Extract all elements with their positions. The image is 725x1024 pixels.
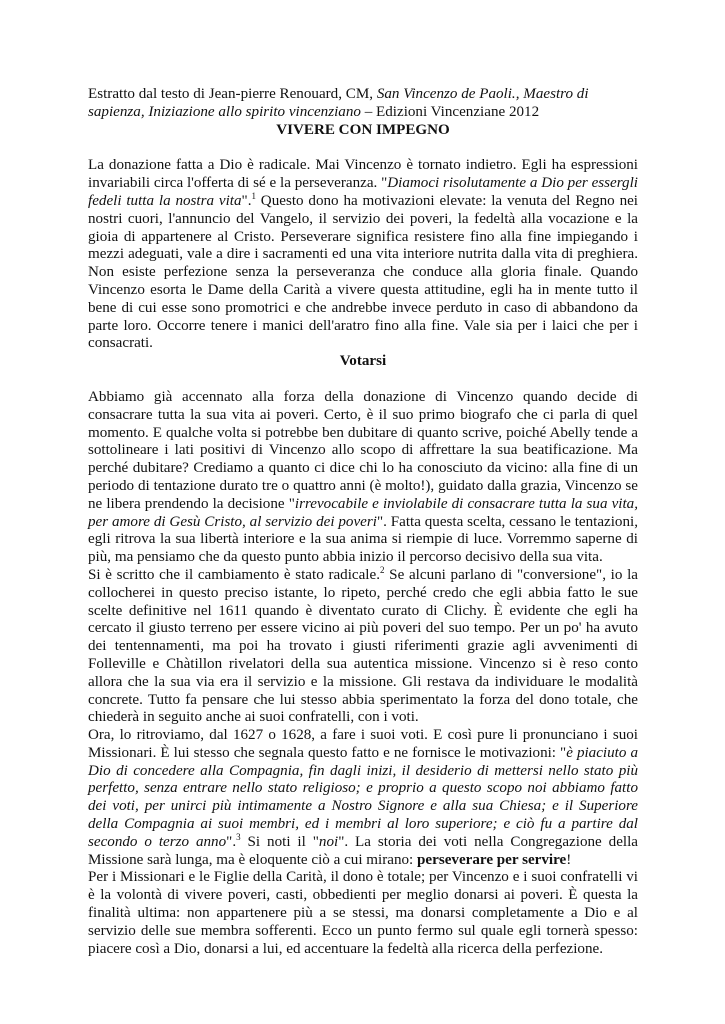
quote-diamoci: Diamoci risolutamente a Dio per essergli fedeli tutta la nostra vita — [88, 175, 638, 209]
footnote-ref-2: 2 — [379, 564, 385, 575]
footnote-ref-3: 3 — [236, 831, 241, 842]
quote-piaciuto-a-dio: è piaciuto a Dio di concedere alla Compagnia, fin dagli inizi, il desiderio di mettersi nello stato più perfetto, senza entrare nello stato religioso; e proprio a questo scopo noi abbiamo fatto dei voti, per unirci più intimamente a Nostro Signore e alla sua Chiesa; e il Superiore della Compagnia ai suoi membri, ed i membri al loro superiore; e ciò fu a partire dal secondo o terzo anno — [88, 744, 638, 850]
quote-irrevocabile: irrevocabile e inviolabile di consacrare tutta la sua vita, per amore di Gesù Cristo, al servizio dei poveri — [88, 495, 639, 530]
book-title: San Vincenzo de Paoli., Maestro di sapienza, Iniziazione allo spirito vincenziano — [88, 86, 589, 120]
paragraph-votarsi-1: Abbiamo già accennato alla forza della donazione di Vincenzo quando decide di consacrare tutta la sua vita ai poveri. Certo, è il suo primo biografo che ci parla di quel momento. E qualche volta si potrebbe ben dubitare di quanto scrive, poiché Abelly tende a sottolineare i lati positivi di Vincenzo allo scopo di affrettare la sua beatificazione. Ma perché dubitare? Crediamo a quanto ci dice chi lo ha conosciuto da vicino: alla fine di un periodo di tentazione durato tre o quattro anni (è molto!), guidato dalla grazia, Vincenzo se ne libera prendendo la decisione "irrevocabile e inviolabile di consacrare tutta la sua vita, per amore di Gesù Cristo, al servizio dei poveri". Fatta questa scelta, cessano le tentazioni, egli ritrova la sua libertà interiore e la sua anima si riempie di luce. Vorremmo saperne di più, ma pensiamo che da questo punto abbia inizio il percorso decisivo della sua vita. — [88, 388, 639, 566]
emphasis-perseverare-per-servire: perseverare per servire — [417, 851, 567, 868]
paragraph-votarsi-4: Per i Missionari e le Figlie della Carità, il dono è totale; per Vincenzo e i suoi confratelli vi è la volontà di vivere poveri, casti, obbedienti per meglio donarsi ai poveri. È questa la finalità ultima: non appartenere più a se stessi, ma donarsi completamente a Dio e al servizio delle sue membra sofferenti. Ecco un punto fermo sul quale egli tornerà spesso: piacere così a Dio, donarsi a lui, ed accentuare la fedeltà alla ricerca della perfezione. — [88, 869, 638, 957]
citation-prefix: Estratto dal testo di Jean-pierre Renouard, CM, — [88, 86, 377, 102]
document-page — [88, 86, 638, 958]
paragraph-votarsi-2: Si è scritto che il cambiamento è stato radicale.$^2$ Se alcuni parlano di "conversione", io la collocherei in questo preciso istante, lo ripeto, perché credo che egli abbia fatto le sue scelte definitive nel 1611 quando è diventato curato di Clichy. È evidente che egli ha cercato il giusto terreno per essere vicino ai più poveri del suo tempo. Per un po' ha avuto dei tentennamenti, ma poi ha trovato i giusti riferimenti grazie agli avvenimenti di Folleville e Chàtillon rivelatori della sua autentica missione. Vincenzo si è reso conto allora che la sua via era il servizio e la missione. Gli restava da individuare le modalità concrete. Tutto fa pensare che lui stesso abbia sperimentato la forza del dono totale, che chiederà in seguito anche ai suoi confratelli, con i voti. — [88, 564, 639, 726]
quote-noi: noi — [318, 833, 339, 850]
paragraph-votarsi-3: Ora, lo ritroviamo, dal 1627 o 1628, a fare i suoi voti. E così pure li pronunciano i suoi Missionari. È lui stesso che segnala questo fatto e ne fornisce le motivazioni: "è piaciuto a Dio di concedere alla Compagnia, fin dagli inizi, il desiderio di mettersi nello stato più perfetto, senza entrare nello stato religioso; e proprio a questo scopo noi abbiamo fatto dei voti, per unirci più intimamente a Nostro Signore e alla sua Chiesa; e il Superiore della Compagnia ai suoi membri, ed i membri al loro superiore; e ciò fu a partire dal secondo o terzo anno".$^3$ Si noti il "noi". La storia dei voti nella Congregazione della Missione sarà lunga, ma è eloquente ciò a cui mirano: perseverare per servire! — [88, 727, 638, 868]
citation-suffix: – Edizioni Vincenziane 2012 — [360, 103, 540, 120]
footnote-ref-1: 1 — [251, 190, 256, 201]
source-citation — [88, 86, 638, 122]
paragraph-vivere-con-impegno: La donazione fatta a Dio è radicale. Mai Vincenzo è tornato indietro. Egli ha espressioni invariabili circa l'offerta di sé e la perseveranza. "Diamoci risolutamente a Dio per essergli fedeli tutta la nostra vita".$^1$ Questo dono ha motivazioni elevate: la venuta del Regno nei nostri cuori, l'annuncio del Vangelo, il servizio dei poveri, la fedeltà alla vocazione e la gioia di appartenere al Cristo. Perseverare significa resistere fino alla fine impiegando i mezzi adeguati, vale a dire i sacramenti ed una vita interiore nutrita dalla vita di preghiera. Non esiste perfezione senza la perseveranza che conduce alla gloria finale. Quando Vincenzo esorta le Dame della Carità a vivere questa attitudine, egli ha in mente tutto il bene di cui esse sono promotrici e che andrebbe invece perduto in caso di abbandono da parte loro. Occorre tenere i manici dell'aratro fino alla fine. Vale sia per i laici che per i consacrati. — [88, 157, 639, 352]
section-title-vivere-con-impegno: VIVERE CON IMPEGNO — [276, 121, 450, 138]
section-title-votarsi: Votarsi — [339, 353, 387, 370]
